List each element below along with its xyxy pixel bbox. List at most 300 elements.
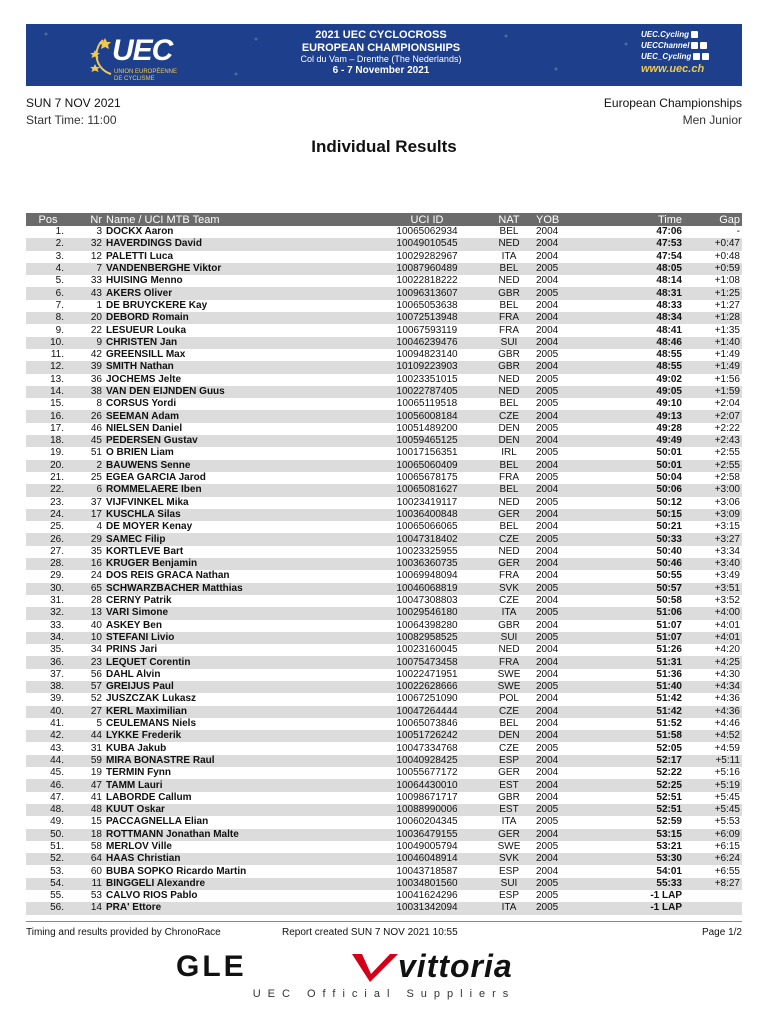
uci-id-cell: 10082958525 (372, 632, 482, 644)
bib-number-cell: 40 (90, 619, 102, 631)
bib-number-cell: 4 (96, 521, 102, 533)
pos-cell: 33. (50, 619, 64, 631)
nationality-cell: BEL (482, 460, 536, 472)
pos-cell: 13. (50, 373, 64, 385)
pos-cell: 48. (26, 804, 70, 816)
finish-time-cell: 50:55 (656, 570, 682, 582)
pos-cell: 39. (50, 693, 64, 705)
uci-id-cell: 10023351015 (396, 373, 458, 385)
bib-number-cell: 2 (70, 460, 102, 472)
uci-id-cell: 10087960489 (372, 263, 482, 275)
rider-name-cell: SMITH Nathan (102, 361, 372, 373)
year-of-birth-cell: 2004 (536, 484, 592, 496)
nationality-cell: SUI (482, 337, 536, 349)
nationality-cell: FRA (482, 656, 536, 668)
table-row (26, 361, 742, 373)
uci-id-cell: 10022818222 (396, 275, 458, 287)
table-row (26, 841, 742, 853)
uci-id-cell: 10047264444 (372, 706, 482, 718)
rider-name-cell: DE MOYER Kenay (106, 521, 193, 533)
finish-time-cell: 51:31 (592, 656, 682, 668)
rider-name-cell: ASKEY Ben (106, 619, 162, 631)
rider-name-cell: JUSZCZAK Lukasz (106, 693, 197, 705)
finish-time-cell: -1 LAP (650, 890, 682, 902)
finish-time-cell: 49:02 (656, 373, 682, 385)
finish-time-cell: 49:05 (592, 386, 682, 398)
nationality-cell: FRA (482, 312, 536, 324)
year-of-birth-cell: 2005 (536, 398, 559, 410)
uci-id-cell: 10065081627 (372, 484, 482, 496)
rider-name-cell: NIELSEN Daniel (106, 422, 183, 434)
time-gap-cell: +0:47 (682, 238, 742, 250)
table-row (26, 398, 742, 410)
finish-time-cell: 48:14 (656, 275, 682, 287)
table-row (26, 410, 742, 422)
time-gap-cell: +6:15 (714, 840, 740, 852)
table-row (26, 509, 742, 521)
rider-name-cell: DEBORD Romain (102, 312, 372, 324)
nationality-cell: FRA (499, 570, 519, 582)
uci-id-cell: 10036400848 (372, 509, 482, 521)
rider-name-cell: SCHWARZBACHER Matthias (102, 583, 372, 595)
rider-name-cell: SAMEC Filip (102, 533, 372, 545)
nationality-cell: GBR (498, 791, 520, 803)
nationality-cell: ITA (501, 250, 517, 262)
nationality-cell: DEN (482, 435, 536, 447)
rider-name-cell: O BRIEN Liam (106, 447, 174, 459)
pos-cell: 18. (26, 435, 70, 447)
pos-cell: 22. (26, 484, 70, 496)
nationality-cell: FRA (499, 472, 519, 484)
year-of-birth-cell: 2005 (536, 422, 559, 434)
table-row (26, 902, 742, 914)
col-pos: Pos (26, 213, 70, 226)
year-of-birth-cell: 2005 (536, 386, 592, 398)
youtube-icon (691, 42, 698, 49)
finish-time-cell: 52:59 (656, 816, 682, 828)
social-links (641, 29, 709, 73)
nationality-cell: EST (482, 804, 536, 816)
pos-cell: 40. (26, 706, 70, 718)
table-row (26, 435, 742, 447)
uci-id-cell: 10065119518 (396, 398, 458, 410)
rider-name-cell: SEEMAN Adam (102, 410, 372, 422)
uci-id-cell: 10022471951 (396, 668, 458, 680)
nationality-cell: BEL (499, 521, 519, 533)
website-link[interactable]: www.uec.ch (641, 63, 705, 75)
time-gap-cell: +3:09 (682, 509, 742, 521)
bib-number-cell: 6 (70, 484, 102, 496)
table-row (26, 890, 742, 902)
nationality-cell: BEL (499, 718, 519, 730)
year-of-birth-cell: 2005 (536, 902, 592, 914)
nationality-cell: DEN (482, 730, 536, 742)
year-of-birth-cell: 2005 (536, 607, 592, 619)
pos-cell: 16. (26, 410, 70, 422)
rider-name-cell: MERLOV Ville (106, 840, 172, 852)
uci-id-cell: 10023325955 (396, 545, 458, 557)
bib-number-cell: 41 (90, 791, 102, 803)
pos-cell: 27. (50, 545, 64, 557)
nationality-cell: GER (482, 558, 536, 570)
time-gap-cell: +5:19 (682, 779, 742, 791)
finish-time-cell: 50:46 (592, 558, 682, 570)
uci-id-cell: 10065060409 (372, 460, 482, 472)
table-row (26, 484, 742, 496)
pos-cell: 9. (55, 324, 64, 336)
bib-number-cell: 10 (70, 632, 102, 644)
table-row (26, 829, 742, 841)
uci-id-cell: 10022787405 (372, 386, 482, 398)
time-gap-cell: +6:55 (714, 865, 740, 877)
bib-number-cell: 58 (90, 840, 102, 852)
nationality-cell: IRL (501, 447, 517, 459)
nationality-cell: CZE (499, 595, 519, 607)
table-row (26, 226, 742, 238)
bib-number-cell: 3 (96, 226, 102, 238)
nationality-cell: GER (482, 509, 536, 521)
nationality-cell: NED (498, 644, 520, 656)
year-of-birth-cell: 2004 (536, 410, 592, 422)
year-of-birth-cell: 2004 (536, 779, 592, 791)
rider-name-cell: DE BRUYCKERE Kay (106, 299, 208, 311)
finish-time-cell: 51:07 (656, 619, 682, 631)
table-row (26, 792, 742, 804)
year-of-birth-cell: 2004 (536, 706, 592, 718)
finish-time-cell: 49:28 (656, 422, 682, 434)
time-gap-cell: +0:48 (714, 250, 740, 262)
rider-name-cell: TAMM Lauri (102, 779, 372, 791)
table-row (26, 447, 742, 459)
rider-name-cell: PEDERSEN Gustav (102, 435, 372, 447)
time-gap-cell: +4:52 (682, 730, 742, 742)
bib-number-cell: 16 (70, 558, 102, 570)
uci-id-cell: 10109223903 (372, 361, 482, 373)
bib-number-cell: 37 (90, 496, 102, 508)
table-header (26, 213, 742, 226)
nationality-cell: ESP (482, 755, 536, 767)
uec-logo: UEC (112, 34, 173, 67)
rider-name-cell: DAHL Alvin (106, 668, 161, 680)
pos-cell: 3. (55, 250, 64, 262)
pos-cell: 23. (50, 496, 64, 508)
uci-id-cell: 10047308803 (396, 595, 458, 607)
uci-id-cell: 10067593119 (396, 324, 458, 336)
finish-time-cell: 52:17 (592, 755, 682, 767)
bib-number-cell: 43 (70, 287, 102, 299)
finish-time-cell: 53:30 (592, 853, 682, 865)
nationality-cell: NED (498, 275, 520, 287)
finish-time-cell: 49:10 (656, 398, 682, 410)
race-date: SUN 7 NOV 2021 (26, 96, 121, 110)
bib-number-cell: 44 (70, 730, 102, 742)
time-gap-cell: +6:09 (682, 829, 742, 841)
nationality-cell: DEN (498, 422, 520, 434)
uci-id-cell: 10064430010 (372, 779, 482, 791)
bib-number-cell: 26 (70, 410, 102, 422)
col-nat: NAT (482, 213, 536, 226)
finish-time-cell: 48:46 (592, 337, 682, 349)
finish-time-cell: 50:15 (592, 509, 682, 521)
nationality-cell: GBR (498, 349, 520, 361)
gle-logo: GLE (176, 950, 247, 983)
time-gap-cell: +1:59 (682, 386, 742, 398)
table-row (26, 423, 742, 435)
pos-cell: 4. (26, 263, 70, 275)
category: Men Junior (682, 113, 742, 127)
year-of-birth-cell: 2005 (536, 816, 559, 828)
table-row (26, 300, 742, 312)
uci-id-cell: 10065073846 (396, 718, 458, 730)
nationality-cell: EST (482, 779, 536, 791)
finish-time-cell: -1 LAP (592, 902, 682, 914)
bib-number-cell: 35 (90, 545, 102, 557)
pos-cell: 38. (26, 681, 70, 693)
table-row (26, 693, 742, 705)
pos-cell: 37. (50, 668, 64, 680)
bib-number-cell: 46 (90, 422, 102, 434)
pos-cell: 7. (55, 299, 64, 311)
pos-cell: 53. (50, 865, 64, 877)
rider-name-cell: BINGGELI Alexandre (102, 878, 372, 890)
year-of-birth-cell: 2004 (536, 853, 592, 865)
pos-cell: 31. (50, 595, 64, 607)
uci-id-cell: 10088990006 (372, 804, 482, 816)
finish-time-cell: 50:57 (592, 583, 682, 595)
uci-id-cell: 10036479155 (372, 829, 482, 841)
pos-cell: 17. (50, 422, 64, 434)
year-of-birth-cell: 2005 (536, 472, 559, 484)
uci-id-cell: 10031342094 (372, 902, 482, 914)
rider-name-cell: KUSCHLA Silas (102, 509, 372, 521)
rider-name-cell: HUISING Menno (106, 275, 183, 287)
finish-time-cell: 52:22 (656, 767, 682, 779)
pos-cell: 36. (26, 656, 70, 668)
year-of-birth-cell: 2004 (536, 226, 559, 238)
year-of-birth-cell: 2005 (536, 263, 592, 275)
time-gap-cell: +1:08 (714, 275, 740, 287)
uci-id-cell: 10022628666 (372, 681, 482, 693)
bib-number-cell: 24 (90, 570, 102, 582)
rider-name-cell: CEULEMANS Niels (106, 718, 197, 730)
time-gap-cell: +3:49 (714, 570, 740, 582)
uci-id-cell: 10051489200 (396, 422, 458, 434)
time-gap-cell: +4:30 (714, 668, 740, 680)
twitter-link[interactable]: UEC_Cycling (641, 51, 709, 62)
time-gap-cell: +5:11 (682, 755, 742, 767)
table-row (26, 779, 742, 791)
year-of-birth-cell: 2005 (536, 632, 592, 644)
table-row (26, 767, 742, 779)
time-gap-cell: +3:15 (714, 521, 740, 533)
year-of-birth-cell: 2004 (536, 435, 592, 447)
time-gap-cell: +0:59 (682, 263, 742, 275)
rider-name-cell: CHRISTEN Jan (102, 337, 372, 349)
table-row (26, 349, 742, 361)
rider-name-cell: PRINS Jari (106, 644, 158, 656)
nationality-cell: NED (482, 238, 536, 250)
pos-cell: 24. (26, 509, 70, 521)
finish-time-cell: 51:40 (592, 681, 682, 693)
table-row (26, 865, 742, 877)
table-row (26, 546, 742, 558)
table-row (26, 656, 742, 668)
uci-id-cell: 10051726242 (372, 730, 482, 742)
pos-cell: 20. (26, 460, 70, 472)
year-of-birth-cell: 2005 (536, 447, 559, 459)
time-gap-cell: +2:55 (714, 447, 740, 459)
uci-id-cell: 10096313607 (372, 287, 482, 299)
time-gap-cell: - (736, 226, 740, 238)
bib-number-cell: 18 (70, 829, 102, 841)
report-created: Report created SUN 7 NOV 2021 10:55 (282, 927, 458, 938)
table-row (26, 620, 742, 632)
time-gap-cell: +1:49 (682, 361, 742, 373)
facebook-icon (691, 31, 698, 38)
rider-name-cell: AKERS Oliver (102, 287, 372, 299)
year-of-birth-cell: 2004 (536, 718, 559, 730)
rider-name-cell: LESUEUR Louka (106, 324, 187, 336)
year-of-birth-cell: 2004 (536, 693, 559, 705)
bib-number-cell: 47 (70, 779, 102, 791)
nationality-cell: CZE (499, 742, 519, 754)
nationality-cell: SUI (482, 632, 536, 644)
bib-number-cell: 39 (70, 361, 102, 373)
uci-id-cell: 10065053638 (396, 299, 458, 311)
finish-time-cell: 48:05 (592, 263, 682, 275)
time-gap-cell: +5:45 (682, 804, 742, 816)
finish-time-cell: 51:07 (592, 632, 682, 644)
uci-id-cell: 10034801560 (372, 878, 482, 890)
time-gap-cell: +4:00 (682, 607, 742, 619)
finish-time-cell: 50:40 (656, 545, 682, 557)
table-row (26, 521, 742, 533)
time-gap-cell: +2:58 (714, 472, 740, 484)
youtube-link[interactable]: UECChannel (641, 40, 709, 51)
bib-number-cell: 52 (90, 693, 102, 705)
nationality-cell: BEL (499, 226, 519, 238)
year-of-birth-cell: 2004 (536, 656, 592, 668)
pos-cell: 34. (26, 632, 70, 644)
pos-cell: 26. (26, 533, 70, 545)
time-gap-cell: +4:46 (714, 718, 740, 730)
pos-cell: 41. (50, 718, 64, 730)
pos-cell: 46. (26, 779, 70, 791)
nationality-cell: FRA (499, 324, 519, 336)
year-of-birth-cell: 2004 (536, 865, 559, 877)
table-row (26, 742, 742, 754)
bib-number-cell: 65 (70, 583, 102, 595)
year-of-birth-cell: 2005 (536, 804, 592, 816)
pos-cell: 35. (50, 644, 64, 656)
uci-id-cell: 10046239476 (372, 337, 482, 349)
uci-id-cell: 10064398280 (396, 619, 458, 631)
finish-time-cell: 50:21 (656, 521, 682, 533)
pos-cell: 12. (26, 361, 70, 373)
uci-id-cell: 10049005794 (396, 840, 458, 852)
finish-time-cell: 51:42 (592, 706, 682, 718)
bib-number-cell: 31 (90, 742, 102, 754)
pos-cell: 56. (26, 902, 70, 914)
rider-name-cell: BAUWENS Senne (102, 460, 372, 472)
bib-number-cell: 22 (90, 324, 102, 336)
year-of-birth-cell: 2005 (536, 742, 559, 754)
time-gap-cell: +3:51 (682, 583, 742, 595)
uci-id-cell: 10056008184 (372, 410, 482, 422)
time-gap-cell: +3:00 (682, 484, 742, 496)
rider-name-cell: KUBA Jakub (106, 742, 167, 754)
finish-time-cell: 48:55 (592, 361, 682, 373)
table-row (26, 533, 742, 545)
uci-id-cell: 10049010545 (372, 238, 482, 250)
year-of-birth-cell: 2004 (536, 312, 592, 324)
year-of-birth-cell: 2004 (536, 558, 592, 570)
uci-id-cell: 10098671717 (396, 791, 458, 803)
uci-id-cell: 10043718587 (396, 865, 458, 877)
finish-time-cell: 50:58 (656, 595, 682, 607)
pos-cell: 5. (55, 275, 64, 287)
bib-number-cell: 59 (70, 755, 102, 767)
nationality-cell: NED (482, 386, 536, 398)
time-gap-cell: +3:27 (682, 533, 742, 545)
time-gap-cell: +3:06 (714, 496, 740, 508)
table-row (26, 460, 742, 472)
rider-name-cell: KERL Maximilian (102, 706, 372, 718)
pos-cell: 2. (26, 238, 70, 250)
rider-name-cell: TERMIN Fynn (106, 767, 171, 779)
finish-time-cell: 50:04 (656, 472, 682, 484)
nationality-cell: BEL (499, 398, 519, 410)
finish-time-cell: 47:06 (656, 226, 682, 238)
year-of-birth-cell: 2004 (536, 570, 559, 582)
table-row (26, 730, 742, 742)
pos-cell: 19. (50, 447, 64, 459)
bib-number-cell: 5 (96, 718, 102, 730)
vittoria-logo: vittoria (398, 948, 513, 984)
rider-name-cell: MIRA BONASTRE Raul (102, 755, 372, 767)
nationality-cell: CZE (482, 706, 536, 718)
nationality-cell: GER (482, 829, 536, 841)
bib-number-cell: 45 (70, 435, 102, 447)
bib-number-cell: 34 (90, 644, 102, 656)
facebook-link[interactable]: UEC.Cycling (641, 29, 709, 40)
pos-cell: 29. (50, 570, 64, 582)
uci-id-cell: 10059465125 (372, 435, 482, 447)
table-row (26, 632, 742, 644)
pos-cell: 8. (26, 312, 70, 324)
year-of-birth-cell: 2004 (536, 275, 559, 287)
time-gap-cell (682, 902, 742, 914)
rider-name-cell: JOCHEMS Jelte (106, 373, 182, 385)
uci-id-cell: 10055677172 (396, 767, 458, 779)
start-time: Start Time: 11:00 (26, 113, 117, 127)
year-of-birth-cell: 2004 (536, 767, 559, 779)
results-table (26, 213, 742, 915)
year-of-birth-cell: 2005 (536, 840, 559, 852)
table-row (26, 263, 742, 275)
time-gap-cell: +4:34 (682, 681, 742, 693)
year-of-birth-cell: 2004 (536, 791, 559, 803)
table-row (26, 816, 742, 828)
nationality-cell: GER (498, 767, 520, 779)
finish-time-cell: 48:31 (592, 287, 682, 299)
uci-id-cell: 10036360735 (372, 558, 482, 570)
uci-id-cell: 10041624296 (396, 890, 458, 902)
rider-name-cell: KORTLEVE Bart (106, 545, 184, 557)
pos-cell: 51. (50, 840, 64, 852)
bib-number-cell: 7 (70, 263, 102, 275)
year-of-birth-cell: 2004 (536, 668, 559, 680)
